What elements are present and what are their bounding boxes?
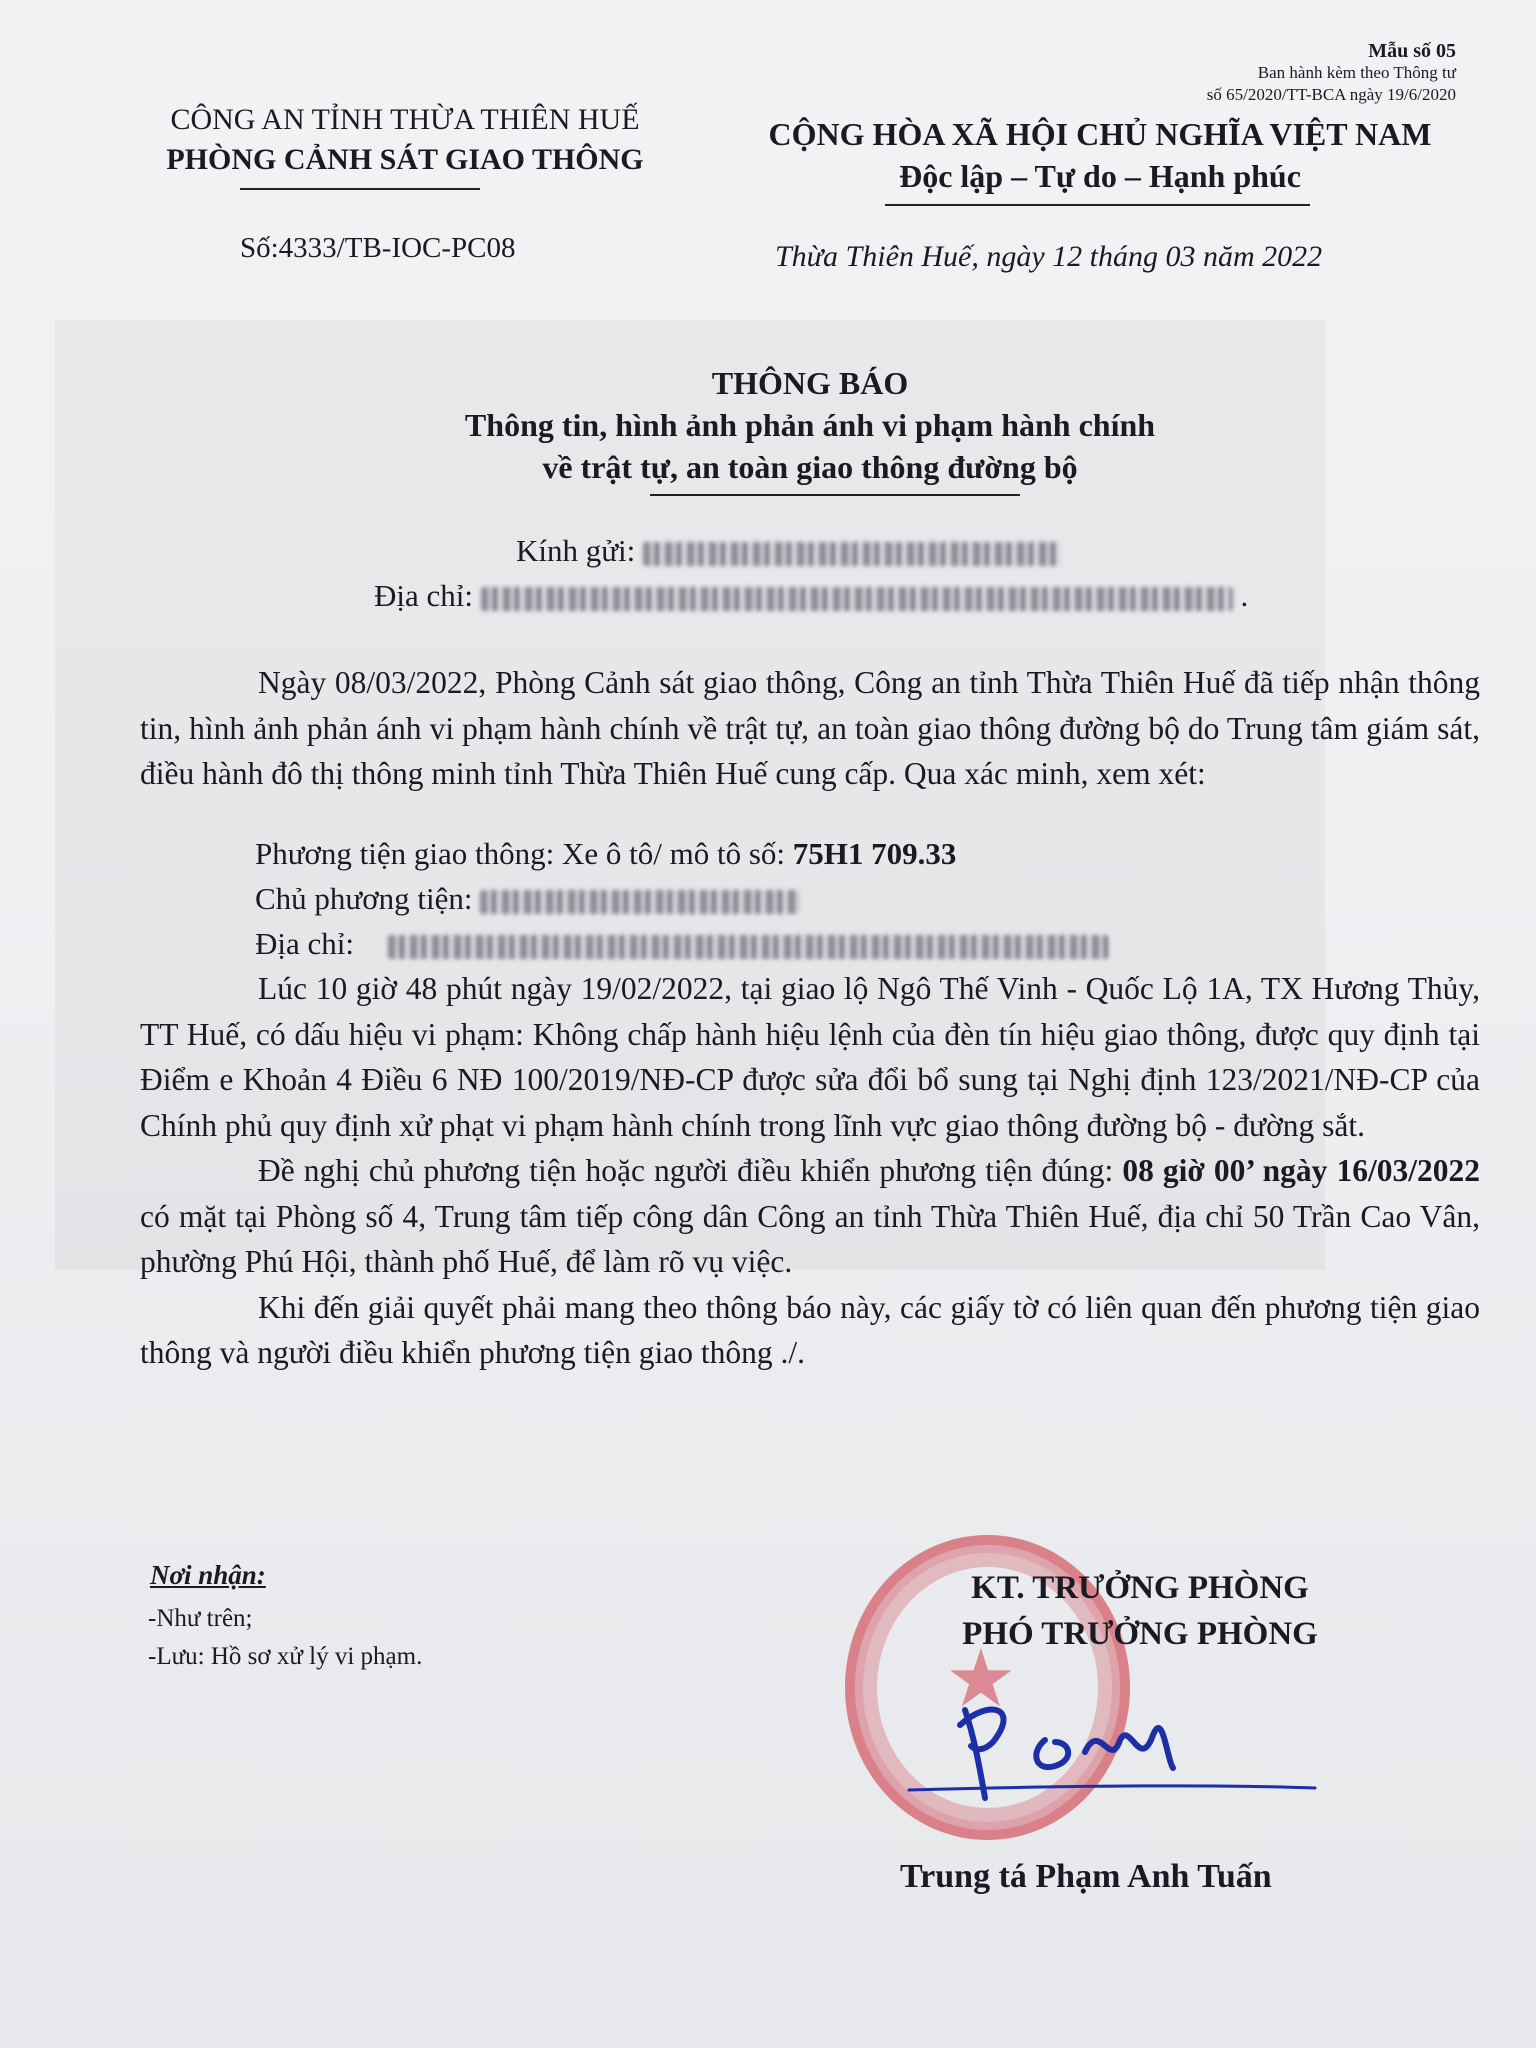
form-reference [1207,40,1456,106]
handwritten-signature [905,1680,1325,1820]
redacted-owner-address [388,935,1108,959]
closing-paragraph: Khi đến giải quyết phải mang theo thông báo này, các giấy tờ có liên quan đến phương tiện giao thông và người điều khiển phương tiện giao thông ./. [140,1289,1480,1370]
title-line-3: về trật tự, an toàn giao thông đường bộ [542,449,1078,485]
address-period: . [1240,578,1249,613]
redacted-recipient-address [481,587,1233,611]
document-number: Số:4333/TB-IOC-PC08 [240,232,516,264]
form-issued-by: Ban hành kèm theo Thông tư [1257,63,1456,82]
body-intro [140,660,1480,797]
signatory-title-2: PHÓ TRƯỞNG PHÒNG [962,1616,1318,1652]
body-main [140,966,1480,1376]
owner-row [255,881,800,917]
recipient-label: Kính gửi: [516,533,636,568]
owner-address-row [255,926,1108,962]
violation-paragraph: Lúc 10 giờ 48 phút ngày 19/02/2022, tại giao lộ Ngô Thế Vinh - Quốc Lộ 1A, TX Hương Thủy, TT Huế, có dấu hiệu vi phạm: Không chấp hành hiệu lệnh của đèn tín hiệu giao thông, được quy định tại Điểm e Khoản 4 Điều 6 NĐ 100/2019/NĐ-CP được sửa đổi bổ sung tại Nghị định 123/2021/NĐ-CP của Chính phủ quy định xử phạt vi phạm hành chính trong lĩnh vực giao thông đường bộ - đường sắt. [140,971,1480,1143]
form-circular: số 65/2020/TT-BCA ngày 19/6/2020 [1206,85,1456,104]
title-line-2: Thông tin, hình ảnh phản ánh vi phạm hành chính [464,407,1156,443]
signatory-title [880,1565,1400,1657]
motto-underline [885,204,1310,206]
document-title [280,362,1340,488]
redacted-recipient-name [643,542,1061,566]
title-main: THÔNG BÁO [711,365,909,401]
request-text-1: Đề nghị chủ phương tiện hoặc người điều khiển phương tiện đúng: [258,1153,1123,1188]
request-paragraph [140,1148,1480,1285]
form-number: Mẫu số 05 [1368,40,1456,62]
recipient-row [516,533,1061,569]
signatory-title-1: KT. TRƯỞNG PHÒNG [971,1570,1309,1606]
issuing-agency [110,100,700,180]
recipient-item-1: -Như trên; [148,1605,253,1632]
request-text-2: có mặt tại Phòng số 4, Trung tâm tiếp công dân Công an tỉnh Thừa Thiên Huế, địa chỉ 50 Trần Cao Vân, phường Phú Hội, thành phố Huế, để làm rõ vụ việc. [140,1198,1480,1279]
seal-star-icon: ★ [945,1636,1017,1724]
recipient-item-2: -Lưu: Hồ sơ xử lý vi phạm. [148,1643,423,1670]
vehicle-row [255,836,956,872]
intro-paragraph: Ngày 08/03/2022, Phòng Cảnh sát giao thông, Công an tỉnh Thừa Thiên Huế đã tiếp nhận thông tin, hình ảnh phản ánh vi phạm hành chính về trật tự, an toàn giao thông đường bộ do Trung tâm giám sát, điều hành đô thị thông minh tỉnh Thừa Thiên Huế cung cấp. Qua xác minh, xem xét: [140,665,1480,791]
recipient-address-row [374,578,1248,614]
title-underline [650,494,1020,496]
license-plate: 75H1 709.33 [792,836,957,871]
appointment-time: 08 giờ 00’ ngày 16/03/2022 [1122,1153,1480,1188]
vehicle-label: Phương tiện giao thông: Xe ô tô/ mô tô số: [255,836,793,871]
signer-name: Trung tá Phạm Anh Tuấn [900,1858,1272,1895]
place-date: Thừa Thiên Huế, ngày 12 tháng 03 năm 2022 [775,240,1323,273]
owner-address-label: Địa chỉ: [255,926,354,961]
recipient-address-label: Địa chỉ: [374,578,473,613]
owner-label: Chủ phương tiện: [255,881,473,916]
country-name: CỘNG HÒA XÃ HỘI CHỦ NGHĨA VIỆT NAM [768,116,1432,152]
redacted-owner-name [480,890,800,914]
agency-name: PHÒNG CẢNH SÁT GIAO THÔNG [166,143,644,176]
motto-line: Độc lập – Tự do – Hạnh phúc [899,158,1301,194]
national-motto [720,113,1480,197]
recipients-heading: Nơi nhận: [150,1560,266,1590]
agency-parent: CÔNG AN TỈNH THỪA THIÊN HUẾ [170,103,640,136]
agency-underline [240,188,480,190]
